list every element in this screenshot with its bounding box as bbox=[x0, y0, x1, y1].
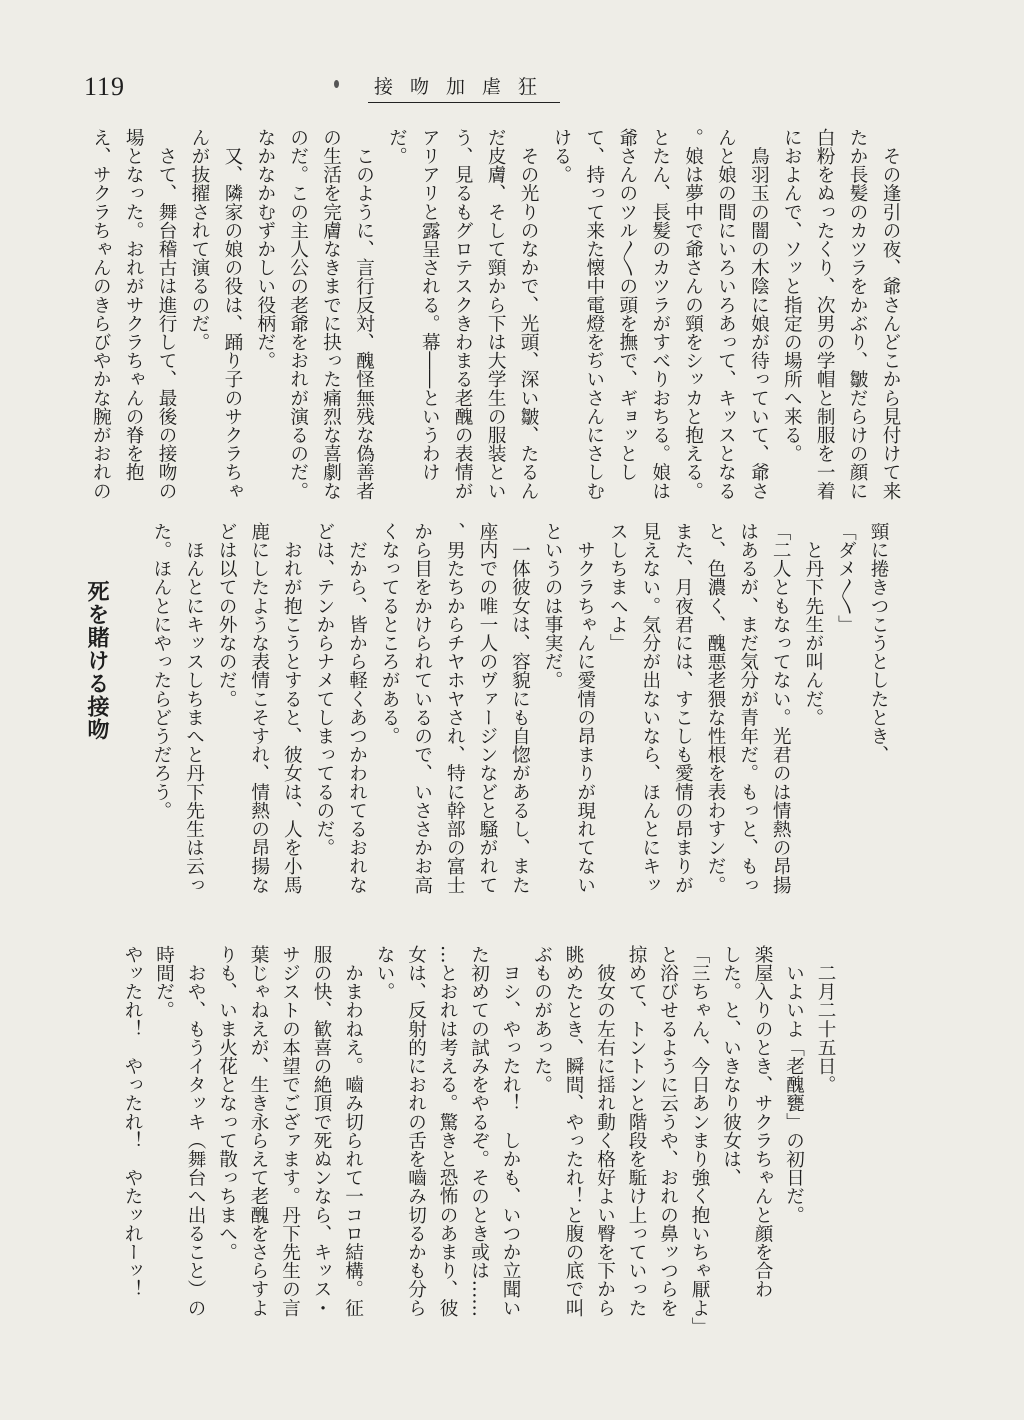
text-column: と、色濃く、醜悪老猥な性根を表わすンだ。 bbox=[705, 522, 727, 894]
text-column: いよいよ「老醜甕」の初日だ。 bbox=[783, 945, 805, 1224]
text-column: ない。 bbox=[374, 945, 395, 1001]
text-column: 二月二十五日。 bbox=[815, 945, 836, 1094]
ink-spot bbox=[334, 80, 339, 88]
text-column: た初めての試みをやるぞ。そのとき或は…… bbox=[468, 945, 490, 1317]
text-column: 「ダメ〳〵」 bbox=[835, 522, 857, 634]
text-column: はあるが、まだ気分が青年だ。もっと、もっ bbox=[737, 522, 759, 894]
text-column: だ皮膚、そして頸から下は大学生の服装とい bbox=[485, 128, 507, 500]
text-column: サクラちゃんに愛情の昂まりが現れてない bbox=[574, 522, 596, 894]
text-column: 葉じゃねえが、生き永らえて老醜をさらすよ bbox=[248, 945, 269, 1317]
text-column: 鹿にしたような表情こそすれ、情熱の昂揚な bbox=[248, 522, 270, 894]
text-column: 頸に捲きつこうとしたとき、 bbox=[868, 522, 889, 764]
text-column: ヨシ、やったれ！ しかも、いつか立聞い bbox=[500, 945, 521, 1317]
text-column: 掠めて、トントンと階段を駈け上っていった bbox=[626, 945, 647, 1317]
text-column: かまわねえ。嚙み切られて一コロ結構。征 bbox=[342, 945, 364, 1317]
text-column: した。と、いきなり彼女は、 bbox=[720, 945, 742, 1187]
text-column: 場となった。おれがサクラちゃんの脊を抱 bbox=[123, 128, 145, 482]
text-column: おや、もうイタッキ（舞台へ出ること）の bbox=[185, 945, 206, 1317]
text-column: だから、皆から軽くあつかわれてるおれな bbox=[346, 522, 368, 894]
text-column: て、持って来た懐中電燈をぢいさんにさしむ bbox=[583, 128, 605, 500]
text-tier-top bbox=[83, 128, 906, 508]
text-column: また、月夜君には、すこしも愛情の昂まりが bbox=[672, 522, 694, 894]
text-column: のだ。この主人公の老爺をおれが演るのだ。 bbox=[287, 128, 309, 500]
text-column: 女は、反射的におれの舌を嚙み切るかも分ら bbox=[405, 945, 427, 1317]
text-column: くなってるところがある。 bbox=[379, 522, 401, 746]
text-column: ほんとにキッスしちまへと丹下先生は云っ bbox=[183, 522, 205, 894]
text-column: 服の快、歓喜の絶頂で死ぬンなら、キッス・ bbox=[311, 945, 332, 1317]
text-column: 一体彼女は、容貌にも自惚があるし、また bbox=[509, 522, 531, 894]
text-column: 座内での唯一人のヴァージンなどと騒がれて bbox=[476, 522, 498, 894]
text-column: おれが抱こうとすると、彼女は、人を小馬 bbox=[281, 522, 303, 894]
text-column: ぶものがあった。 bbox=[531, 945, 553, 1094]
text-column: 白粉をぬったくり、次男の学帽と制服を一着 bbox=[814, 128, 836, 500]
text-tier-middle bbox=[144, 522, 894, 907]
text-column: 、男たちからチヤホヤされ、特に幹部の富士 bbox=[444, 522, 466, 894]
text-column: 鳥羽玉の闇の木陰に娘が待っていて、爺さ bbox=[748, 128, 770, 500]
section-heading: 死を賭ける接吻 bbox=[84, 580, 110, 741]
text-column: だ。 bbox=[386, 128, 408, 166]
text-column: 時間だ。 bbox=[153, 945, 175, 1020]
text-column: の生活を完膚なきまでに抉った痛烈な喜劇な bbox=[320, 128, 342, 500]
text-column: たか長髪のカツラをかぶり、皺だらけの顔に bbox=[847, 128, 869, 500]
text-column: ける。 bbox=[550, 128, 572, 184]
text-column: りも、いま火花となって散っちまへ。 bbox=[216, 945, 238, 1262]
text-column: その逢引の夜、爺さんどこから見付けて来 bbox=[880, 128, 901, 500]
text-column: さて、舞台稽古は進行して、最後の接吻の bbox=[156, 128, 178, 500]
text-column: アリアリと露呈される。幕――というわけ bbox=[419, 128, 441, 482]
text-column: やッたれ！ やったれ！ やたッれーッ！ bbox=[122, 945, 143, 1299]
text-column: んと娘の間にいろいろあって、キッスとなる bbox=[715, 128, 737, 500]
text-column: う、見るもグロテスクきわまる老醜の表情が bbox=[452, 128, 474, 500]
text-column: んが抜擢されて演るのだ。 bbox=[188, 128, 210, 352]
text-column: 眺めたとき、瞬間、やったれ！と腹の底で叫 bbox=[563, 945, 584, 1317]
text-column: というのは事実だ。 bbox=[542, 522, 564, 690]
text-column: た。ほんとにやったらどうだろう。 bbox=[150, 522, 172, 820]
text-column: におよんで、ソッと指定の場所へ来る。 bbox=[781, 128, 803, 463]
text-column: 見えない。気分が出ないなら、ほんとにキッ bbox=[639, 522, 661, 894]
text-column: 彼女の左右に揺れ動く格好よい臀を下から bbox=[594, 945, 616, 1317]
text-column: サジストの本望でござァます。丹下先生の言 bbox=[279, 945, 301, 1317]
text-column: その光りのなかで、光頭、深い皺、たるん bbox=[518, 128, 540, 500]
text-column: と浴びせるように云うや、おれの鼻ッつらを bbox=[657, 945, 679, 1317]
text-column: 楽屋入りのとき、サクラちゃんと顔を合わ bbox=[752, 945, 773, 1299]
running-title: 接吻加虐狂 bbox=[368, 72, 560, 103]
text-column: から目をかけられているので、いささかお高 bbox=[411, 522, 433, 894]
text-column: とたん、長髪のカツラがすべりおちる。娘は bbox=[649, 128, 671, 500]
text-column: え、サクラちゃんのきらびやかな腕がおれの bbox=[90, 128, 112, 500]
text-column: どは、テンからナメてしまってるのだ。 bbox=[313, 522, 335, 857]
text-column: 「三ちゃん、今日あンまり強く抱いちゃ厭よ」 bbox=[689, 945, 710, 1336]
text-column: 又、隣家の娘の役は、踊り子のサクラちゃ bbox=[221, 128, 243, 500]
text-column: このように、言行反対、醜怪無残な偽善者 bbox=[353, 128, 375, 500]
text-column: どは以ての外なのだ。 bbox=[216, 522, 238, 708]
text-tier-bottom bbox=[117, 945, 842, 1336]
text-column: …とおれは考える。驚きと恐怖のあまり、彼 bbox=[437, 945, 458, 1317]
page-number: 119 bbox=[84, 72, 126, 101]
text-column: と丹下先生が叫んだ。 bbox=[802, 522, 824, 727]
text-column: 「二人ともなってない。光君のは情熱の昂揚 bbox=[770, 522, 792, 894]
text-column: なかなかむずかしい役柄だ。 bbox=[254, 128, 276, 370]
text-column: 爺さんのツル〳〵の頭を撫で、ギョッとし bbox=[616, 128, 638, 482]
text-column: 。娘は夢中で爺さんの頸をシッカと抱える。 bbox=[682, 128, 704, 500]
text-column: スしちまへよ」 bbox=[607, 522, 629, 653]
